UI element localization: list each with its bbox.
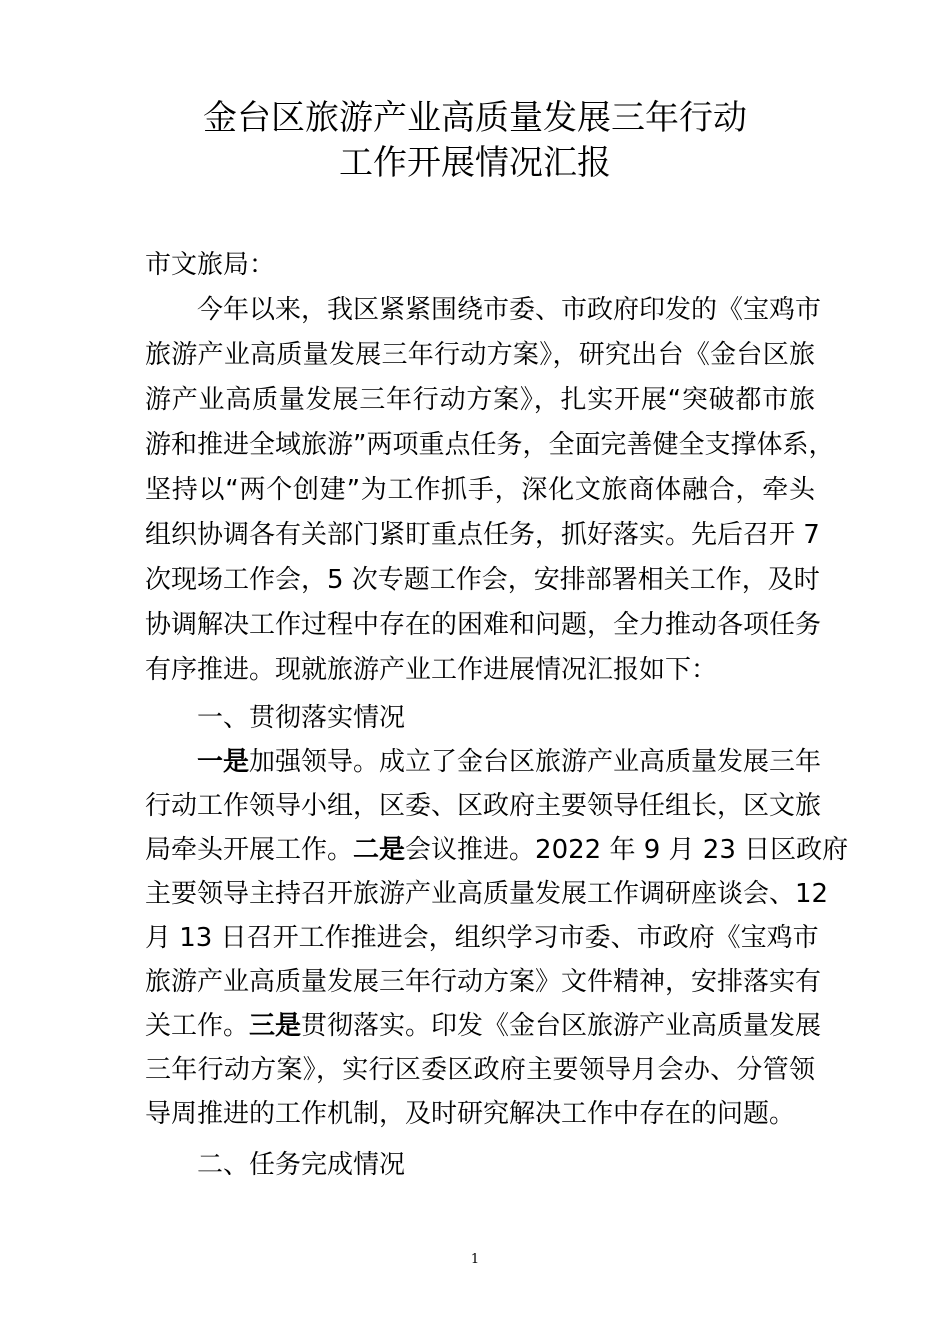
salutation: 市文旅局： xyxy=(145,250,276,280)
section1-line: 三年行动方案》，实行区委区政府主要领导月会办、分管领 xyxy=(145,1055,815,1085)
intro-line: 游和推进全域旅游”两项重点任务，全面完善健全支撑体系， xyxy=(145,430,835,460)
intro-line: 有序推进。现就旅游产业工作进展情况汇报如下： xyxy=(145,655,718,685)
section1-text: 局牵头开展工作。 xyxy=(145,835,354,865)
section1-line: 主要领导主持召开旅游产业高质量发展工作调研座谈会、12 xyxy=(145,879,829,909)
emphasis-third: 三是 xyxy=(249,1011,302,1041)
intro-line: 旅游产业高质量发展三年行动方案》，研究出台《金台区旅 xyxy=(145,340,815,370)
intro-line: 今年以来，我区紧紧围绕市委、市政府印发的《宝鸡市 xyxy=(197,295,822,325)
section1-line xyxy=(197,745,822,779)
intro-line: 坚持以“两个创建”为工作抓手，深化文旅商体融合，牵头 xyxy=(145,475,815,505)
section1-text: 加强领导。成立了金台区旅游产业高质量发展三年 xyxy=(249,747,822,777)
section1-line: 旅游产业高质量发展三年行动方案》文件精神，安排落实有 xyxy=(145,967,822,997)
section1-text: 会议推进。2022 年 9 月 23 日区政府 xyxy=(405,835,849,865)
section1-line: 导周推进的工作机制，及时研究解决工作中存在的问题。 xyxy=(145,1099,796,1129)
section1-line: 行动工作领导小组，区委、区政府主要领导任组长，区文旅 xyxy=(145,791,822,821)
section1-line xyxy=(145,833,849,867)
section1-text: 贯彻落实。印发《金台区旅游产业高质量发展 xyxy=(301,1011,822,1041)
intro-line: 协调解决工作过程中存在的困难和问题，全力推动各项任务 xyxy=(145,610,822,640)
document-title-line-2: 工作开展情况汇报 xyxy=(339,143,611,183)
section-heading-1: 一、贯彻落实情况 xyxy=(197,703,406,733)
page-number: 1 xyxy=(470,1252,480,1267)
intro-line: 组织协调各有关部门紧盯重点任务，抓好落实。先后召开 7 xyxy=(145,520,820,550)
emphasis-second: 二是 xyxy=(353,835,406,865)
section1-text: 关工作。 xyxy=(145,1011,250,1041)
document-title-line-1: 金台区旅游产业高质量发展三年行动 xyxy=(203,98,747,138)
emphasis-first: 一是 xyxy=(197,747,250,777)
intro-line: 游产业高质量发展三年行动方案》，扎实开展“突破都市旅 xyxy=(145,385,815,415)
section1-line xyxy=(145,1009,822,1043)
section-heading-2: 二、任务完成情况 xyxy=(197,1150,406,1180)
intro-line: 次现场工作会，5 次专题工作会，安排部署相关工作，及时 xyxy=(145,565,820,595)
section1-line: 月 13 日召开工作推进会，组织学习市委、市政府《宝鸡市 xyxy=(145,923,819,953)
